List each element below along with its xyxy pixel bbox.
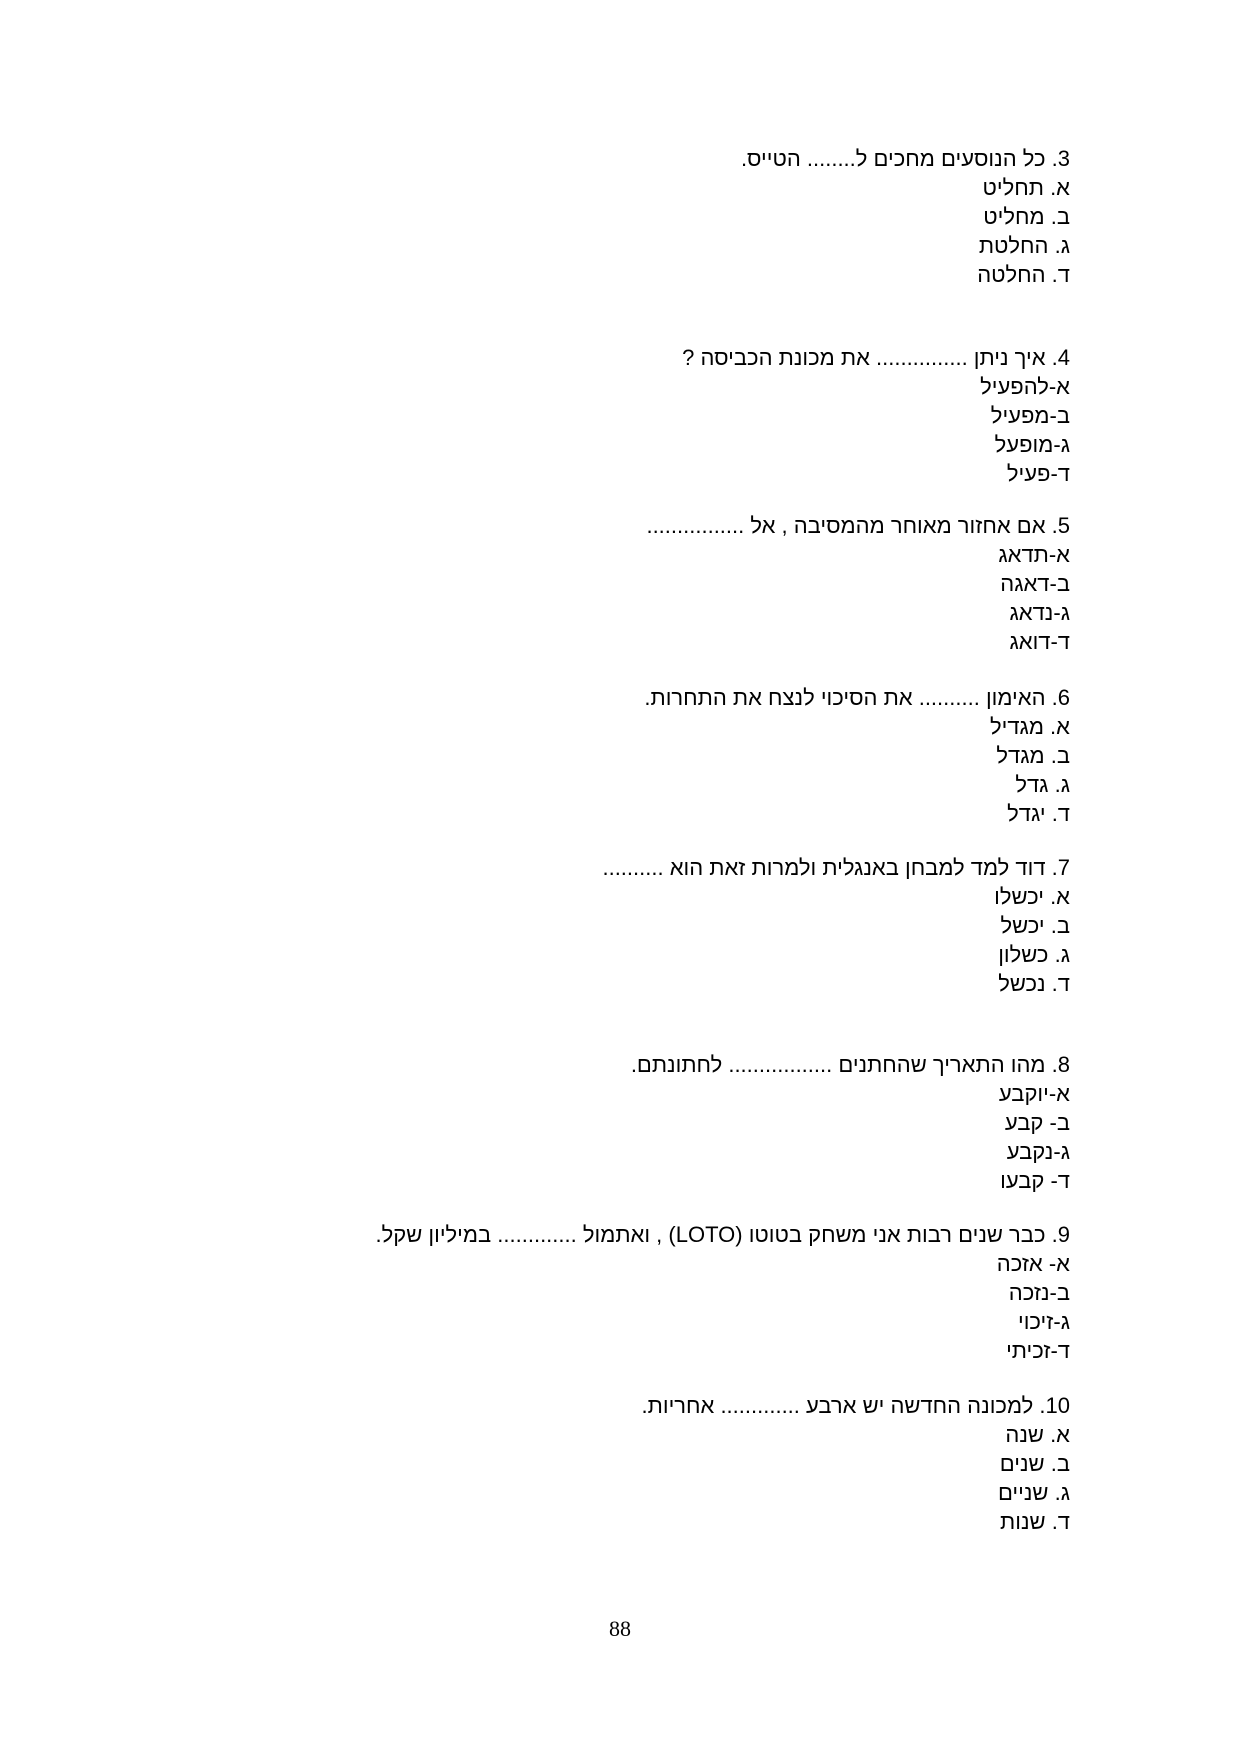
answer-option: ב. מגדל [996, 743, 1070, 768]
answer-option: ג-זיכוי [1018, 1309, 1070, 1334]
answer-option: א-יוקבע [998, 1081, 1070, 1106]
question-stem: 6. האימון .......... את הסיכוי לנצח את התחרות. [644, 685, 1070, 710]
answer-option: ג. החלטת [978, 233, 1070, 258]
answer-option: א. יכשלו [994, 884, 1070, 909]
answer-option: ב- קבע [1004, 1110, 1070, 1135]
answer-option: א-להפעיל [980, 374, 1070, 399]
question-stem: 4. איך ניתן ............... את מכונת הכביסה ? [682, 345, 1070, 370]
question-6 [70, 683, 1070, 828]
question-stem: 7. דוד למד למבחן באנגלית ולמרות זאת הוא .......... [602, 855, 1070, 880]
question-stem: 10. למכונה החדשה יש ארבע ............. אחריות. [641, 1393, 1070, 1418]
answer-option: ב. מחליט [983, 204, 1070, 229]
answer-option: א. שנה [1005, 1422, 1070, 1447]
question-8 [70, 1050, 1070, 1195]
question-4 [70, 343, 1070, 488]
page-number: 88 [609, 1616, 631, 1641]
question-stem: 5. אם אחזור מאוחר מהמסיבה , אל ................ [646, 513, 1070, 538]
answer-option: ב. שנים [999, 1451, 1070, 1476]
answer-option: א. תחליט [982, 175, 1070, 200]
answer-option: ד. נכשל [998, 971, 1070, 996]
answer-option: ד-פעיל [1006, 461, 1070, 486]
answer-option: ב-מפעיל [990, 403, 1070, 428]
answer-option: ד. החלטה [977, 262, 1070, 287]
answer-option: ג. כשלון [998, 942, 1070, 967]
answer-option: ב. יכשל [1000, 913, 1070, 938]
answer-option: ג-נקבע [1006, 1139, 1070, 1164]
answer-option: ד-דואג [1009, 629, 1070, 654]
answer-option: ד-זכיתי [1006, 1338, 1070, 1363]
question-stem: 3. כל הנוסעים מחכים ל........ הטייס. [740, 146, 1070, 171]
question-stem: 9. כבר שנים רבות אני משחק בטוטו (LOTO) , ואתמול ............. במיליון שקל. [375, 1222, 1070, 1247]
answer-option: א-תדאג [998, 542, 1070, 567]
question-stem: 8. מהו התאריך שהחתנים ................. לחתונתם. [630, 1052, 1070, 1077]
answer-option: ד. שנות [1000, 1509, 1070, 1534]
question-9 [70, 1220, 1070, 1365]
answer-option: א. מגדיל [989, 714, 1070, 739]
question-10 [70, 1391, 1070, 1536]
question-3 [70, 144, 1070, 289]
question-5 [70, 511, 1070, 656]
answer-option: ג. גדל [1015, 772, 1070, 797]
answer-option: א- אזכה [996, 1251, 1070, 1276]
answer-option: ב-דאגה [1000, 571, 1070, 596]
answer-option: ד- קבעו [1000, 1168, 1070, 1193]
answer-option: ג-מופעל [994, 432, 1070, 457]
answer-option: ג. שניים [997, 1480, 1070, 1505]
answer-option: ב-נזכה [1008, 1280, 1070, 1305]
question-7 [70, 853, 1070, 998]
answer-option: ג-נדאג [1009, 600, 1070, 625]
answer-option: ד. יגדל [1007, 801, 1070, 826]
